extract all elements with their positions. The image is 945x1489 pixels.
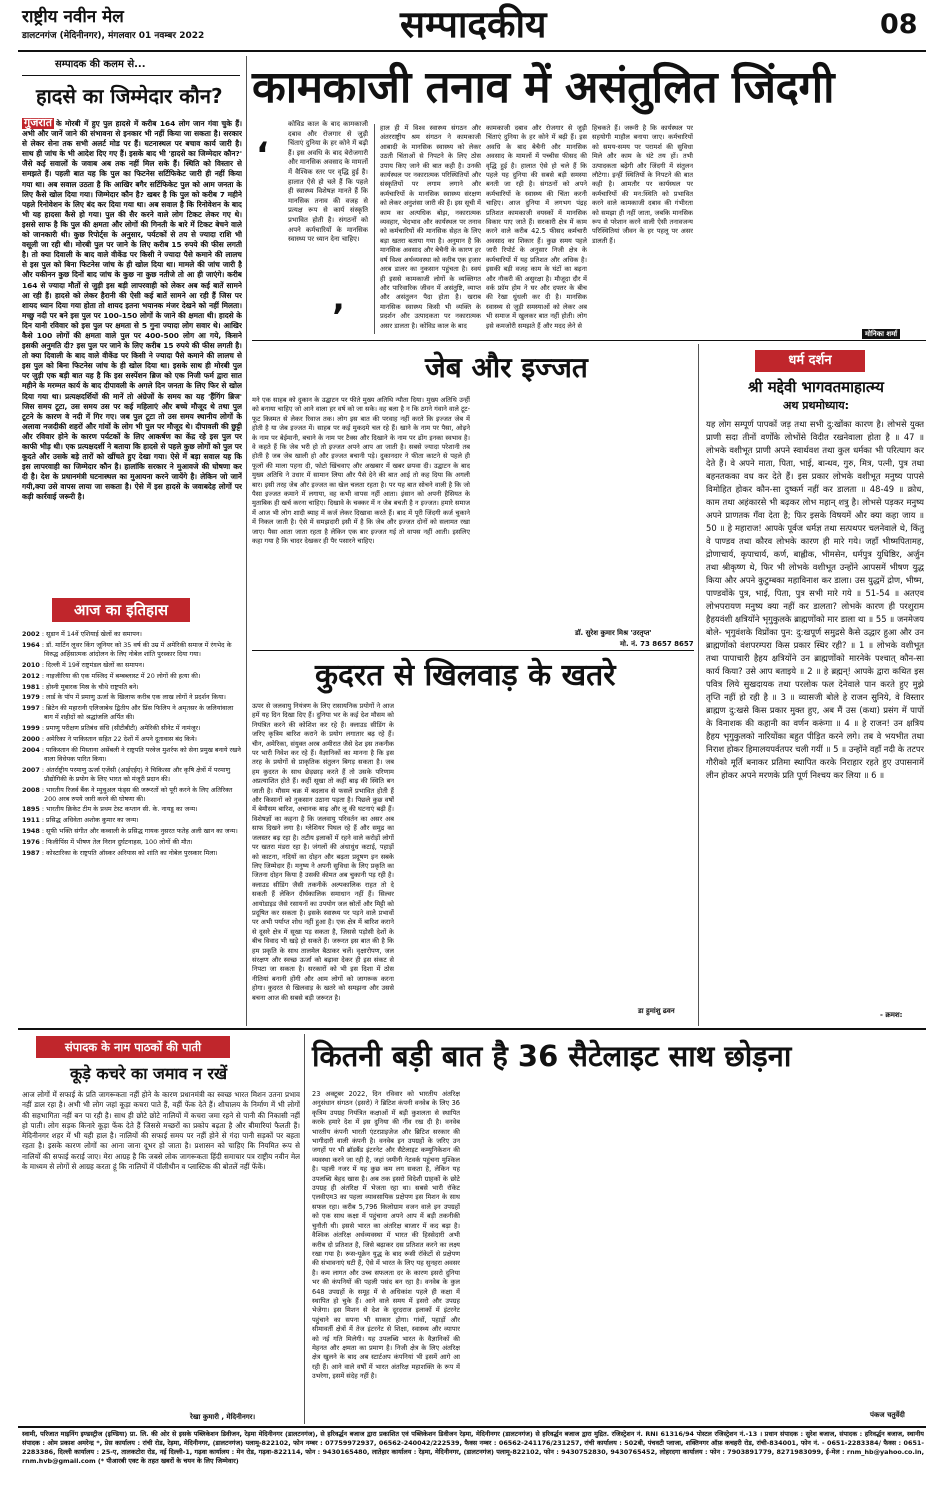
dharm-heading: धर्म दर्शन bbox=[755, 350, 865, 372]
pullquote-divider bbox=[374, 124, 375, 334]
imprint: स्वामी, परिजात माइनिंग इण्डस्ट्रीज (इण्डिया) प्रा. लि. की ओर से इसके पब्लिकेशन डिवीजन, रेड़मा मेदिनीनगर (डालटनगंज), से हरिवर्द्धन बजाज द्वारा प्रकाशित एवं पब्लिकेशन डिवीजन रेड़मा, मेदिनीनगर (डालटनगंज) से हरिवर्द्धन बजाज द्वारा मुद्रित. रजिस्ट्रेशन नं. RNI 61316/94 पोस्टल रजिस्ट्रेशन नं.-13 । प्रधान संपादक : सुरेश बजाज, संपादक : हरिवर्द्धन बजाज, स्थानीय संपादक : ओम प्रकाश अमरेन्द्र *, प्रेस कार्यालय : रांची रोड, रेड़मा, मेदिनीनगर, (डालटनगंज) पलामू-822102, फोन नम्बर : 07759972937, 06562-240042/222539, फैक्स नम्बर : 06562-241176/231257, रांची कार्यालय : 502बी, पंचवटी प्लाजा, शक्तिनगर ऑफ़ कचहरी रोड, रांची-834001, फोन नं. - 0651-2283384/ फैक्स : 0651-2283386, दिल्ली कार्यालय : 25-ए, तालकटोरा रोड, नई दिल्ली-1, गढ़वा कार्यालय : मेन रोड, गढ़वा-822114, फोन : 9430165480, लातेहार कार्यालय : रेड़मा, मेदिनीनगर, (डालटनगंज) पलामू-822102, फोन : 9430752830, 9430765452, लोहरदगा कार्यालय : फोन : 7903891779, 8271983099, ई-मेल : rnm_hb@yahoo.co.in, rnm.hvb@gmail.com (* पीआरबी एक्ट के तहत खबरों के चयन के लिए जिम्मेवार) bbox=[22, 1430, 924, 1465]
dharm-continued: - क्रमश: bbox=[880, 1011, 903, 1019]
close-quote-mark: ’ bbox=[332, 297, 345, 337]
history-item: 2000 : अमेरिका ने पाकिस्तान सहित 22 देशों में अपने दूतावास बंद किये। bbox=[22, 735, 197, 744]
satellite-body-col-3 bbox=[620, 1090, 768, 1420]
dharm-title: श्री मद्देवी भागवतमाहात्म्य bbox=[748, 378, 884, 396]
khilwad-headline: कुदरत से खिलवाड़ के खतरे bbox=[315, 658, 616, 693]
history-item: 1987 : कोस्टारिका के राष्ट्रपति ऑस्कर अरियास को शांति का नोबेल पुरस्कार मिला। bbox=[22, 849, 218, 858]
lead-body-col-3: हिचकते हैं। जरूरी है कि कार्यस्थल पर सहयोगी माहौल बनाया जाए। कर्मचारियों को समय-समय पर परामर्श की सुविधा मिले और काम के घंटे तय हों। तभी उत्पादकता बढ़ेगी और जिंदगी में संतुलन लौटेगा। इन्हीं स्थितियों के निपटने की बात कही है। आमतौर पर कार्यस्थल पर कर्मचारियों की मन:स्थिति को प्रभावित करने वाले कामकाजी दबाव की गंभीरता को समझा ही नहीं जाता, जबकि मानसिक रूप से परेशान करने वाली ऐसी तनावजन्य परिस्थितियां जीवन के हर पहलू पर असर डालती हैं। bbox=[592, 124, 693, 245]
history-text: डॉ. मार्टिन लूथर किंग जूनियर को 35 वर्ष की उम्र में अमेरिकी समाज में रंगभेद के विरुद्ध अहिंसात्मक आंदोलन के लिए नोबेल शांति पुरस्कार दिया गया। bbox=[44, 640, 232, 658]
history-heading: आज का इतिहास bbox=[52, 598, 190, 622]
history-text: भारतीय रिजर्व बैंक ने म्युचुअल फंड्स की जरूरतों को पूरी करने के लिए अतिरिक्त 200 अरब रुपये जारी करने की घोषणा की। bbox=[44, 785, 233, 803]
history-item: 1895 : भारतीय क्रिकेट टीम के प्रथम टेस्ट कप्तान सी. के. नायडू का जन्म। bbox=[22, 805, 198, 814]
editorial-kicker: सम्पादक की कलम से... bbox=[55, 59, 146, 70]
jeb-body-col-2 bbox=[476, 396, 694, 626]
editorial-lead-word: गुजरात bbox=[24, 118, 52, 129]
history-text: अंतर्राष्ट्रीय परमाणु ऊर्जा एजेंसी (आईएईए) ने चिकित्सा और कृषि क्षेत्रों में परमाणु प्रौद्योगिकी के प्रयोग के लिए भारत को मंजूरी प्रदान की। bbox=[44, 765, 231, 783]
bottom-section-rule bbox=[18, 1028, 926, 1030]
history-text: नाइजीरिया की एक मस्जिद में बम्बब्लास्ट में 20 लोगों की हत्या की। bbox=[46, 671, 201, 680]
history-item: 2007 : अंतर्राष्ट्रीय परमाणु ऊर्जा एजेंसी (आईएईए) ने चिकित्सा और कृषि क्षेत्रों में परमाणु प्रौद्योगिकी के प्रयोग के लिए भारत को मंजूरी प्रदान की। bbox=[22, 765, 231, 783]
lead-bottom-rule bbox=[252, 340, 926, 341]
history-year: 1997 bbox=[22, 704, 40, 713]
lead-author: मोनिका शर्मा bbox=[862, 329, 900, 339]
kicker-rule bbox=[22, 75, 240, 76]
dateline: डालटनगंज (मेदिनीनगर), मंगलवार 01 नवम्बर 2022 bbox=[22, 31, 205, 41]
khilwad-body-col-2 bbox=[400, 702, 542, 1014]
khilwad-body-col-1: ऊपर से जलवायु नियंत्रण के लिए रासायनिक प्रयोगों ने आज हमें यह दिन दिखा दिए हैं। दुनिया भर के कई देश मौसम को नियंत्रित करने की कोशिश कर रहे हैं। क्लाउड सीडिंग के जरिए कृत्रिम बारिश कराने के प्रयोग लगातार बढ़ रहे हैं। चीन, अमेरिका, संयुक्त अरब अमीरात जैसे देश इस तकनीक पर भारी निवेश कर रहे हैं। वैज्ञानिकों का मानना है कि इस तरह के प्रयोगों से प्राकृतिक संतुलन बिगड़ सकता है। जब हम कुदरत के साथ छेड़छाड़ करते हैं तो उसके परिणाम अप्रत्याशित होते हैं। कहीं सूखा तो कहीं बाढ़ की स्थिति बन जाती है। मौसम चक्र में बदलाव से फसलें प्रभावित होती हैं और किसानों को नुकसान उठाना पड़ता है। पिछले कुछ वर्षों में बेमौसम बारिश, अचानक बाढ़ और लू की घटनाएं बढ़ी हैं। विशेषज्ञों का कहना है कि जलवायु परिवर्तन का असर अब साफ दिखने लगा है। ग्लेशियर पिघल रहे हैं और समुद्र का जलस्तर बढ़ रहा है। तटीय इलाकों में रहने वाले करोड़ों लोगों पर खतरा मंडरा रहा है। जंगलों की अंधाधुंध कटाई, पहाड़ों को काटना, नदियों का दोहन और बढ़ता प्रदूषण इन सबके लिए जिम्मेदार हैं। मनुष्य ने अपनी सुविधा के लिए प्रकृति का जितना दोहन किया है उसकी कीमत अब चुकानी पड़ रही है। क्लाउड सीडिंग जैसी तकनीकें अल्पकालिक राहत तो दे सकती हैं लेकिन दीर्घकालिक समाधान नहीं हैं। सिल्वर आयोडाइड जैसे रसायनों का उपयोग जल स्रोतों और मिट्टी को प्रदूषित कर सकता है। इसके स्वास्थ्य पर पड़ने वाले प्रभावों पर अभी पर्याप्त शोध नहीं हुआ है। एक क्षेत्र में बारिश कराने से दूसरे क्षेत्र में सूखा पड़ सकता है, जिससे पड़ोसी देशों के बीच विवाद भी खड़े हो सकते हैं। जरूरत इस बात की है कि हम प्रकृति के साथ तालमेल बैठाकर चलें। वृक्षारोपण, जल संरक्षण और स्वच्छ ऊर्जा को बढ़ावा देकर ही इस संकट से निपटा जा सकता है। सरकारों को भी इस दिशा में ठोस नीतियां बनानी होंगी और आम लोगों को जागरूक करना होगा। कुदरत से खिलवाड़ के खतरे को समझना और उससे बचना आज की सबसे बड़ी जरूरत है। bbox=[252, 702, 394, 1002]
lead-body-col-4 bbox=[698, 124, 799, 336]
page-number: 08 bbox=[880, 9, 918, 40]
history-year: 1895 bbox=[22, 805, 40, 814]
lead-body-col-1: हाल ही में विश्व स्वास्थ्य संगठन और अंतरराष्ट्रीय श्रम संगठन ने कामकाजी आबादी के मानसिक स्वास्थ्य को लेकर उठती चिंताओं से निपटने के लिए ठोस उपाय किए जाने की बात कही है। उनकी कार्यस्थल पर नकारात्मक परिस्थितियों और संस्कृतियों पर लगाम लगाने और कर्मचारियों के मानसिक स्वास्थ्य संरक्षण को लेकर अनुशंसा जारी की हैं। इस सूची में काम का अत्यधिक बोझ, नकारात्मक व्यवहार, भेदभाव और कार्यस्थल पर तनाव को कर्मचारियों की मानसिक सेहत के लिए बड़ा खतरा बताया गया है। अनुमान है कि मानसिक अवसाद और बेचैनी के कारण हर वर्ष विश्व अर्थव्यवस्था को करीब एक हजार अरब डालर का नुकसान पहुंचता है। स्वयं ही इससे कामकाजी लोगों के व्यक्तिगत और पारिवारिक जीवन में असंतुष्टि, व्याप्त और असंतुलन पैदा होता है। खराब मानसिक स्वास्थ्य किसी भी व्यक्ति के प्रदर्शन और उत्पादकता पर नकारात्मक असर डालता है। कोविड काल के बाद bbox=[380, 124, 481, 330]
section-title: सम्पादकीय bbox=[400, 3, 547, 46]
column-divider bbox=[246, 56, 247, 1026]
history-text: प्रसिद्ध अधिवेता अशोक कुमार का जन्म। bbox=[46, 816, 139, 825]
history-item: 1997 : ब्रिटेन की महारानी एलिजाबेथ द्वितीय और प्रिंस फिलिप ने अमृतसर के जलियांवाला बाग में शहीदों को श्रद्धांजलि अर्पित की। bbox=[22, 704, 234, 722]
khilwad-body-col-3 bbox=[548, 702, 694, 1004]
history-year: 1987 bbox=[22, 849, 40, 858]
masthead-rule bbox=[18, 50, 926, 52]
history-year: 2007 bbox=[22, 765, 40, 774]
jeb-author: डॉ. सुरेश कुमार मिश्र 'उरतृप्त' bbox=[575, 629, 652, 637]
history-item: 2004 : पाकिस्तान की मिस्ताना असेंबली ने राष्ट्रपति परवेज मुशर्रफ को सेना प्रमुख बनाये रखने वाला विधेयक पारित किया। bbox=[22, 745, 241, 763]
satellite-body-col-2 bbox=[466, 1090, 614, 1420]
lead-headline: कामकाजी तनाव में असंतुलित जिंदगी bbox=[252, 62, 835, 113]
bottom-divider bbox=[304, 1034, 305, 1424]
history-year: 2002 bbox=[22, 630, 40, 638]
history-item: 2012 : नाइजीरिया की एक मस्जिद में बम्बब्लास्ट में 20 लोगों की हत्या की। bbox=[22, 671, 201, 680]
history-year: 1999 bbox=[22, 724, 40, 733]
history-item: 1948 : सूफी भक्ति संगीत और कव्वाली के प्रसिद्ध गायक नुसरत फतेह अली खान का जन्म। bbox=[22, 827, 238, 836]
history-text: ब्रिटेन की महारानी एलिजाबेथ द्वितीय और प्रिंस फिलिप ने अमृतसर के जलियांवाला बाग में शहीदों को श्रद्धांजलि अर्पित की। bbox=[44, 704, 234, 722]
history-year: 2008 bbox=[22, 785, 40, 794]
jeb-headline: जेब और इज्जत bbox=[425, 351, 588, 384]
history-year: 1979 bbox=[22, 693, 40, 702]
history-list bbox=[22, 630, 242, 1026]
history-text: होस्नी मुबारक मिस्र के चौथे राष्ट्रपति बने। bbox=[46, 682, 139, 691]
khilwad-top-rule bbox=[252, 650, 694, 651]
history-item: 1999 : प्रमाणु परीक्षण प्रतिबंध संधि (सीटीबीटी) अमेरिकी सीनेट में नामंजूर। bbox=[22, 724, 201, 733]
history-text: कोस्टारिका के राष्ट्रपति ऑस्कर अरियास को शांति का नोबेल पुरस्कार मिला। bbox=[46, 849, 218, 858]
history-text: अमेरिका ने पाकिस्तान सहित 22 देशों में अपने दूतावास बंद किये। bbox=[46, 735, 197, 744]
satellite-body-col-1: 23 अक्टूबर 2022, दिन रविवार को भारतीय अंतरिक्ष अनुसंधान संगठन (इसरो) ने ब्रिटिश कंपनी वनवेब के लिए 36 कृत्रिम उपग्रह नियंत्रित कक्षाओं में बड़ी कुशलता से स्थापित करके हमारे देश में इस दुनिया की नींव रख दी है। वनवेब भारतीय कंपनी भारती एंटरप्राइजेज और ब्रिटिश सरकार की भागीदारी वाली कंपनी है। वनवेब इन उपग्रहों के जरिए उन जगहों पर भी ब्रॉडबैंड इंटरनेट और सैटेलाइट कम्युनिकेशन की व्यवस्था करने जा रही है, जहां जमीनी नेटवर्क पहुंचना मुश्किल है। पहली नजर में यह कुछ कम लग सकता है, लेकिन यह उपलब्धि बेहद खास है। अब तक इसरो विदेशी ग्राहकों के छोटे उपग्रह ही अंतरिक्ष में भेजता रहा था। सबसे भारी रॉकेट एलवीएम3 का पहला व्यावसायिक प्रक्षेपण इस मिशन के साथ सफल रहा। करीब 5,796 किलोग्राम वजन वाले इन उपग्रहों को एक साथ कक्षा में पहुंचाना अपने आप में बड़ी तकनीकी चुनौती थी। इससे भारत का अंतरिक्ष बाजार में कद बढ़ा है। वैश्विक अंतरिक्ष अर्थव्यवस्था में भारत की हिस्सेदारी अभी करीब दो प्रतिशत है, जिसे बढ़ाकर दस प्रतिशत करने का लक्ष्य रखा गया है। रूस-यूक्रेन युद्ध के बाद रूसी रॉकेटों से प्रक्षेपण की संभावनाएं घटी हैं, ऐसे में भारत के लिए यह सुनहरा अवसर है। कम लागत और उच्च सफलता दर के कारण इसरो दुनिया भर की कंपनियों की पहली पसंद बन रहा है। वनवेब के कुल 648 उपग्रहों के समूह में से अधिकांश पहले ही कक्षा में स्थापित हो चुके हैं। आने वाले समय में इसरो और उपग्रह भेजेगा। इस मिशन से देश के दूरदराज इलाकों में इंटरनेट पहुंचाने का सपना भी साकार होगा। गांवों, पहाड़ों और सीमावर्ती क्षेत्रों में तेज इंटरनेट से शिक्षा, स्वास्थ्य और व्यापार को नई गति मिलेगी। यह उपलब्धि भारत के वैज्ञानिकों की मेहनत और क्षमता का प्रमाण है। निजी क्षेत्र के लिए अंतरिक्ष क्षेत्र खुलने के बाद अब स्टार्टअप कंपनियां भी इसमें आगे आ रही हैं। आने वाले वर्षों में भारत अंतरिक्ष महाशक्ति के रूप में उभरेगा, इसमें संदेह नहीं है। bbox=[312, 1090, 460, 1381]
letters-heading: संपादक के नाम पाठकों की पाती bbox=[36, 1036, 230, 1058]
history-year: 1976 bbox=[22, 838, 40, 847]
history-item: 1976 : फिलीपिंस में भीषण तेल निरान दुर्घटनाहस, 100 लोगों की मौत। bbox=[22, 838, 193, 847]
khilwad-author: डा हुमांशु ढवन bbox=[638, 1007, 675, 1015]
history-text: दिल्ली में 19वें राष्ट्रमंडल खेलों का समापन। bbox=[46, 660, 145, 669]
history-year: 1911 bbox=[22, 816, 40, 825]
satellite-body-col-4 bbox=[774, 1090, 924, 1408]
letters-headline: कूड़े कचरे का जमाव न रखें bbox=[70, 1064, 228, 1083]
imprint-rule bbox=[18, 1426, 926, 1428]
history-text: भारतीय क्रिकेट टीम के प्रथम टेस्ट कप्तान सी. के. नायडू का जन्म। bbox=[46, 805, 198, 814]
history-text: फिलीपिंस में भीषण तेल निरान दुर्घटनाहस, 100 लोगों की मौत। bbox=[46, 838, 193, 847]
history-year: 2004 bbox=[22, 745, 40, 754]
mid-right-divider bbox=[698, 344, 699, 1026]
history-item: 1964 : डॉ. मार्टिन लूथर किंग जूनियर को 35 वर्ष की उम्र में अमेरिकी समाज में रंगभेद के विरुद्ध अहिंसात्मक आंदोलन के लिए नोबेल शांति पुरस्कार दिया गया। bbox=[22, 640, 232, 658]
open-quote-mark: ‘ bbox=[256, 135, 269, 175]
history-item: 1979 : लार्ड के पॉप में प्रमाणु ऊर्जा के खिलाफ करीब एक लाख लोगों ने प्रदर्शन किया। bbox=[22, 693, 226, 702]
history-item: 2010 : दिल्ली में 19वें राष्ट्रमंडल खेलों का समापन। bbox=[22, 660, 145, 669]
history-year: 1964 bbox=[22, 640, 40, 649]
history-item: 2008 : भारतीय रिजर्व बैंक ने म्युचुअल फंड्स की जरूरतों को पूरी करने के लिए अतिरिक्त 200 अरब रुपये जारी करने की घोषणा की। bbox=[22, 785, 233, 803]
history-item: 1911 : प्रसिद्ध अधिवेता अशोक कुमार का जन्म। bbox=[22, 816, 139, 825]
jeb-body-col-1: मने एक साहब को दुकान के उद्घाटन पर फीते मुख्य अतिथि न्यौता दिया। मुख्य अतिथि उन्हीं को बनाया चाहिए जो आने वाला हर वर्ष को जा सके। वह बला है न कि ठगने गंवाने वाले टूट-फूट किस्मत से लेकर रिवाज तक। लोग इस बात की परवाह नहीं करते कि इज्जत जेब में होती है या जेब इज्जत में। साहब पर कई मुकदमे चल रहे हैं। खाने के नाम पर पैसा, ओढ़ने के नाम पर बेईमानी, बचाने के नाम पर टैक्स और दिखाने के नाम पर ढोंग इनका स्वभाव है। वे कहते हैं कि जेब भरी हो तो इज्जत अपने आप आ जाती है। सबसे ज्यादा परेशानी तब होती है जब जेब खाली हो और इज्जत बचानी पड़े। दुकानदार ने फीता काटने से पहले ही फूलों की माला पहना दी, फोटो खिंचवाए और अखबार में खबर छपवा दी। उद्घाटन के बाद मुख्य अतिथि ने उधार में सामान लिया और पैसे देने की बात आई तो कह दिया कि अगली बार। इसी तरह जेब और इज्जत का खेल चलता रहता है। पर यह बात सोचने वाली है कि जो पैसा इज्जत कमाने में लगाया, वह कभी वापस नहीं आता। इंसान को अपनी हैसियत के मुताबिक ही खर्च करना चाहिए। दिखावे के चक्कर में न जेब बचती है न इज्जत। हमारे समाज में आज भी लोग शादी ब्याह में कर्ज लेकर दिखावा करते हैं। बाद में पूरी जिंदगी कर्ज चुकाने में निकल जाती है। ऐसे में समझदारी इसी में है कि जेब और इज्जत दोनों को सलामत रखा जाए। पैसा आता जाता रहता है लेकिन एक बार इज्जत गई तो वापस नहीं आती। इसलिए कहा गया है कि चादर देखकर ही पैर पसारने चाहिए। bbox=[252, 396, 470, 546]
dharm-subtitle: अथ प्रथमोध्याय: bbox=[782, 399, 850, 412]
history-year: 2010 bbox=[22, 660, 40, 669]
history-year: 2012 bbox=[22, 671, 40, 680]
history-year: 2000 bbox=[22, 735, 40, 744]
history-text: सूफी भक्ति संगीत और कव्वाली के प्रसिद्ध गायक नुसरत फतेह अली खान का जन्म। bbox=[46, 827, 238, 836]
history-item: 1981 : होस्नी मुबारक मिस्र के चौथे राष्ट्रपति बने। bbox=[22, 682, 139, 691]
lead-pullquote: कोविड काल के बाद कामकाजी दबाव और रोजगार से जुड़ी चिंताएं दुनिया के हर कोने में बढ़ी हैं। इस अवधि के बाद बेरोजगारी और मानसिक अवसाद के मामलों में वैश्विक स्तर पर वृद्धि हुई है। हालात ऐसे हो चले हैं कि पहले ही स्वास्थ्य विशेषज्ञ मानते हैं कि मानसिक तनाव की वजह से प्रत्यक्ष रूप से कार्य संस्कृति प्रभावित होती है। संगठनों को अपने कर्मचारियों के मानसिक स्वास्थ्य पर ध्यान देना चाहिए। bbox=[288, 120, 368, 244]
lead-body-col-5 bbox=[806, 124, 924, 328]
history-text: सूडान में 14वें एशियाई खेलों का समापन। bbox=[46, 630, 142, 638]
letters-body: आज लोगों में सफाई के प्रति जागरूकता नहीं होने के कारण प्रधानमंत्री का स्वच्छ भारत मिशन उतना प्रभाव नहीं डाल रहा है। अभी भी लोग जहां कूड़ा कचरा पाते हैं, वहीं फेंक देते हैं। शौचालय के निर्माण में भी लोगों की सहभागिता नहीं बन पा रही है। साथ ही छोटे छोटे नालियों में कचरा जमा रहने से पानी की निकासी नहीं हो पाती। लोग सड़क किनारे कूड़ा फेंक देते हैं जिससे मच्छरों का प्रकोप बढ़ता है और बीमारियां फैलती हैं। मेदिनीनगर शहर में भी यही हाल है। नालियों की सफाई समय पर नहीं होने से गंदा पानी सड़कों पर बहता रहता है। इसके कारण लोगों का आना जाना दूभर हो जाता है। प्रशासन को चाहिए कि नियमित रूप से नालियों की सफाई कराई जाए। मेरा आग्रह है कि जबसे लोक जागरूकता हिंदी समाचार पत्र राष्ट्रीय नवीन मेल के माध्यम से लोगों से आग्रह करता हूं कि नालियों में पॉलीथीन व प्लास्टिक की बोतलें नहीं फेंकें। bbox=[22, 1090, 300, 1172]
history-item: 2002 : सूडान में 14वें एशियाई खेलों का समापन। bbox=[22, 630, 142, 638]
history-text: प्रमाणु परीक्षण प्रतिबंध संधि (सीटीबीटी) अमेरिकी सीनेट में नामंजूर। bbox=[46, 724, 201, 733]
history-year: 1948 bbox=[22, 827, 40, 836]
history-text: पाकिस्तान की मिस्ताना असेंबली ने राष्ट्रपति परवेज मुशर्रफ को सेना प्रमुख बनाये रखने वाला विधेयक पारित किया। bbox=[44, 745, 241, 763]
editorial-body bbox=[22, 118, 242, 588]
dharm-body: यह लोग सम्पूर्ण पापकों जड़ तथा सभी दु:खोंका कारण है। लोभसे युक्त प्राणी सदा तीनों वर्णोंके लोभोंसे विदीत रखनेवाला होता है ॥ 47 ॥ लोभके वशीभूत प्राणी अपने स्वार्थवश तथा कुल धर्मका भी परित्याग कर देते हैं। वे अपने माता, पिता, भाई, बान्धव, गुरु, मित्र, पत्नी, पुत्र तथा बहनतकका वध कर देते हैं। इस प्रकार लोभके वशीभूत मनुष्य पापसे विमोहित होकर कौन-सा दुष्कर्म नहीं कर डालता ॥ 48-49 ॥ क्रोध, काम तथा अहंकारसे भी बढ़कर लोभ महान् शत्रु है। लोभसे पड़कर मनुष्य अपने प्राणतक गँवा देता है; फिर इसके विषयमें और क्या कहा जाय ॥ 50 ॥ हे महाराज! आपके पूर्वज धर्मज्ञ तथा सत्पथपर चलनेवाले थे, किंतु वे पाण्डव तथा कौरव लोभके कारण ही मारे गये। जहाँ भीष्मपितामह, द्रोणाचार्य, कृपाचार्य, कर्ण, बाह्लीक, भीमसेन, धर्मपुत्र युधिष्ठिर, अर्जुन तथा श्रीकृष्ण थे, फिर भी लोभके वशीभूत उन्होंने आपसमें भीषण युद्ध किया और अपने कुटुम्बका महाविनाश कर डाला। उस युद्धमें द्रोण, भीष्म, पाण्डवोंके पुत्र, भाई, पिता, पुत्र सभी मारे गये ॥ 51-54 ॥ अतएव लोभपरायण मनुष्य क्या नहीं कर डालता? लोभके कारण ही परशुराम हैहयवंशी क्षत्रियोंने भृगुकुलके ब्राह्मणोंको मार डाला था ॥ 55 ॥ जनमेजय बोले- भृगुवंशके विप्रोंका पुन: दु:खपूर्ण समुद्रसे कैसे उद्धार हुआ और उन ब्राह्मणोंको वंशपरम्परा किस प्रकार स्थिर रही? ॥ 1 ॥ लोभके वशीभूत तथा पापाचारी हैहय क्षत्रियोंने उन ब्राह्मणोंको मारनेके पश्चात् कौन-सा कार्य किया? उसे आप बताइये ॥ 2 ॥ हे ब्रह्मन्! आपके द्वारा कथित इस पवित्र लिये सुखदायक तथा परलोक फल देनेवाले पान करते हुए मुझे तृप्ति नहीं हो रही है ॥ 3 ॥ व्यासजी बोले हे राजन सुनिये, वे विस्तार ब्राह्मण दु:खसे किस प्रकार मुक्त हुए, अब मैं उस (कथा) प्रसंग में पापों के विनाशक की कहानी का वर्णन करूंगा ॥ 4 ॥ हे राजन! उन क्षत्रिय हैहय भृगुकुलको नारियोंका बहुत पीड़ित करने लगे। तब वे भयभीत तथा निराश होकर हिमालयपर्वतपर चली गयीं ॥ 5 ॥ उन्होंने वहाँ नदी के तटपर गौरीको मूर्ति बनाकर प्रतिमा स्थापित करके निराहार रहते हुए उपासनामें लीन होकर अपने मरणके प्रति पूर्ण निश्चय कर लिया ॥ 6 ॥ bbox=[706, 419, 924, 780]
satellite-headline: कितनी बड़ी बात है 36 सैटेलाइट साथ छोड़ना bbox=[312, 1039, 792, 1073]
history-year: 1981 bbox=[22, 682, 40, 691]
editorial-headline: हादसे का जिम्मेदार कौन? bbox=[36, 84, 223, 108]
history-text: लार्ड के पॉप में प्रमाणु ऊर्जा के खिलाफ करीब एक लाख लोगों ने प्रदर्शन किया। bbox=[46, 693, 226, 702]
jeb-phone: मो. नं. 73 8657 8657 bbox=[620, 640, 694, 648]
lead-body-col-2: कामकाजी दबाव और रोजगार से जुड़ी चिंताएं दुनिया के हर कोने में बढ़ी हैं। इस अवधि के बाद बेचैनी और मानसिक अवसाद के मामलों में पच्चीस फीसद की वृद्धि हुई है। हालात ऐसे हो चले हैं कि पहले यह दुनिया की सबसे बड़ी समस्या बनती जा रही है। संगठनों को अपने कर्मचारियों के स्वास्थ्य की चिंता करनी चाहिए। आज दुनिया में लगभग पंद्रह प्रतिशत कामकाजी वयस्कों में मानसिक विकार पाए जाते हैं। सरकारी क्षेत्र में काम करने वाले करीब 42.5 फीसद कर्मचारी अवसाद का शिकार हैं। कुछ समय पहले जारी रिपोर्ट के अनुसार निजी क्षेत्र के कर्मचारियों में यह प्रतिशत और अधिक है। इसकी बड़ी वजह काम के घंटों का बढ़ना और नौकरी की असुरक्षा है। मौजूदा दौर में वर्क फ्रॉम होम ने घर और दफ्तर के बीच की रेखा धुंधली कर दी है। मानसिक स्वास्थ्य से जुड़ी समस्याओं को लेकर अब भी समाज में खुलकर बात नहीं होती। लोग इसे कमजोरी समझते हैं और मदद लेने से bbox=[486, 124, 587, 330]
editorial-text: के मोरबी में हुए पुल हादसे में करीब 164 लोग जान गंवा चुके हैं। अभी और जानें जाने की संभावना से इनकार भी नहीं किया जा सकता है। सरकार से लेकर सेना तक सभी अलर्ट मोड पर हैं। घटनास्थल पर बचाव कार्य जारी है। साथ ही जांच के भी आदेश दिए गए हैं। इसके बाद भी 'हादसे का जिम्मेदार कौन?' जैसे कई सवालों के जवाब अब तक नहीं मिल सके हैं। स्थिति को विस्तार से समझते हैं। पहली बात यह कि पुल का फिटनेस सर्टिफिकेट जारी ही नहीं किया गया था। अब सवाल उठता है कि आखिर बगैर सर्टिफिकेट पुल को आम जनता के लिए कैसे खोल दिया गया। जिम्मेदार कौन है? खबर है कि पुल को करीब 7 महीने पहले रिनोवेशन के लिए बंद कर दिया गया था। अब सवाल है कि रिनोवेशन के बाद भी यह हादसा कैसे हो गया। पुल की सैर करने वाले लोग टिकट लेकर गए थे। इससे साफ है कि पुल की क्षमता और लोगों की गिनती के बारे में टिकट बेचने वाले को जानकारी थी। कुछ रिपोर्ट्स के अनुसार, पर्यटकों से तय से ज्यादा राशि भी वसूली जा रही थी। मोरबी पुल पर जाने के लिए करीब 15 रुपये की फीस लगती है। तो क्या दिवाली के बाद वाले वीकेंड पर किसी ने ज्यादा पैसे कमाने की लालच से इस पुल को बिना फिटनेस जांच के ही खोल दिया था। मामले की जांच जारी है और यकीनन कुछ दिनों बाद जांच के कुछ ना कुछ नतीजे तो आ ही जाएंगे। करीब 164 से ज्यादा मौतों से जुड़ी इस बड़ी लापरवाही को लेकर अब कई बातें सामने आ रही हैं। हादसे को लेकर हैरानी की ऐसी कई बातें सामने आ रही हैं जिस पर शायद ध्यान दिया गया होता तो शायद इतना भयानक मंजर देखने को नहीं मिलता। मच्छु नदी पर बने इस पुल पर 100-150 लोगों के जाने की क्षमता थी। हादसे के दिन यानी रविवार को इस पुल पर क्षमता से 5 गुना ज्यादा लोग सवार थे। आखिर कैसे 100 लोगों की क्षमता वाले पुल पर 400-500 लोग आ गये, किसने इसकी अनुमति दी? इस पुल पर जाने के लिए करीब 15 रुपये की फीस लगती है। तो क्या दिवाली के बाद वाले वीकेंड पर किसी ने ज्यादा पैसे कमाने की लालच से इस पुल को बिना फिटनेस जांच के ही खोल दिया था। इसके साथ ही मोरबी पुल पर जुड़ी एक बड़ी बात यह है कि इस सस्पेंशन ब्रिज को एक निजी फर्म द्वारा सात महीने के मरम्मत कार्य के बाद दीपावली के अगले दिन जनता के लिए फिर से खोल दिया गया था। प्रत्यक्षदर्शियों की मानें तो अंग्रेजों के समय का यह 'हैंगिंग ब्रिज' जिस समय टूटा, उस समय उस पर कई महिलाएं और बच्चे मौजूद थे तथा पुल टूटने के कारण वे नदी में गिर गए। जब पुल टूटा तो उस समय स्थानीय लोगों के अलावा नजदीकी शहरों और गांवों के लोग भी पुल पर मौजूद थे। दीपावली की छुट्टी और रविवार होने के कारण पर्यटकों के लिए आकर्षण का केंद्र रहे इस पुल पर काफी भीड़ थी। एक प्रत्यक्षदर्शी ने बताया कि हादसे से पहले कुछ लोगों को पुल पर कूदते और उसके बड़े तारों को खींचते हुए देखा गया। ऐसे में बड़ा सवाल यह कि इस लापरवाही का जिम्मेदार कौन है। हालांकि सरकार ने मुआवजे की घोषणा कर दी है। देश के प्रधानमंत्री घटनास्थल का मुआयना करने जायेंगे है। लेकिन जो जानें गयी,क्या उसे वापस लाया जा सकता है। ऐसे में इस हादसे के जवाबदेह लोगों पर कड़ी कार्रवाई जरूरी है। bbox=[22, 119, 242, 502]
paper-name: राष्ट्रीय नवीन मेल bbox=[22, 7, 124, 27]
letters-author: रेखा कुमारी , मेदिनीनगर। bbox=[190, 1413, 256, 1421]
satellite-author: पंकज चतुर्वेदी bbox=[870, 1411, 905, 1419]
